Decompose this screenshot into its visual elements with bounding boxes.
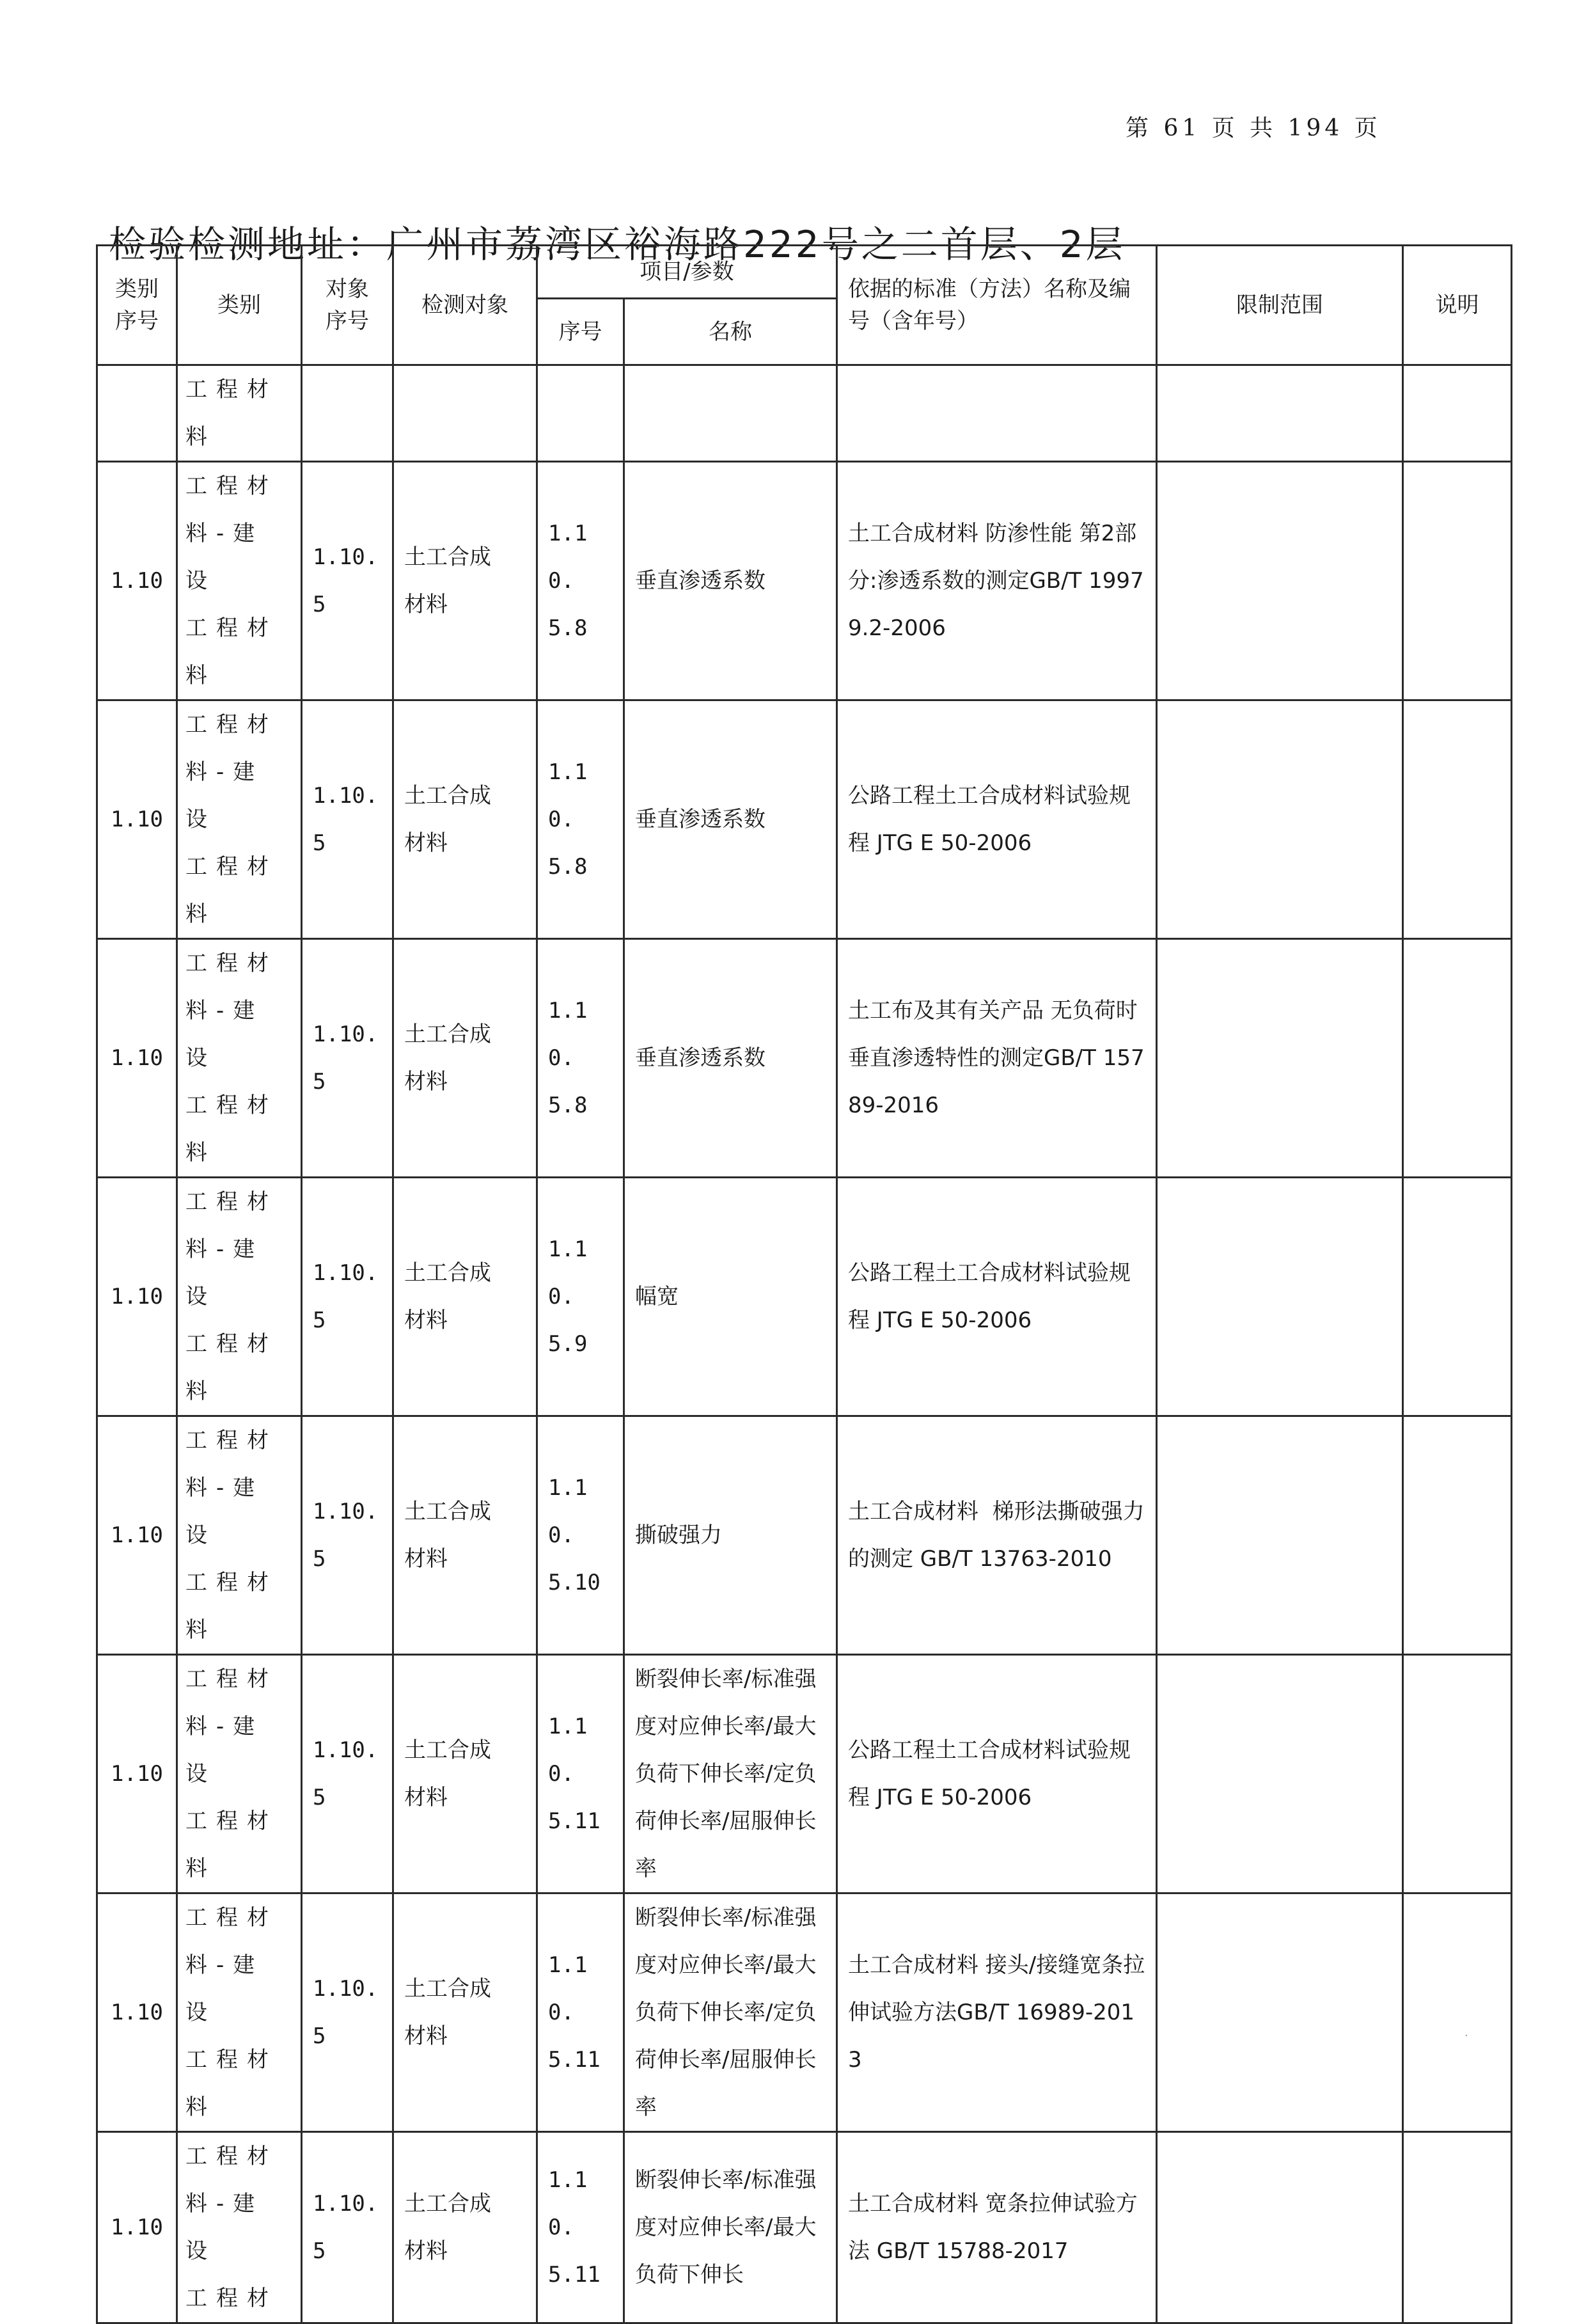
header-object-no: 对象 序号 (302, 246, 393, 365)
testing-address-title: 检验检测地址：广州市荔湾区裕海路222号之二首层、2层 (109, 222, 1126, 266)
cell-item-no: 1.10. 5.8 (537, 700, 624, 939)
cell-category-no: 1.10 (97, 1178, 177, 1416)
cell-item-no: 1.10. 5.8 (537, 939, 624, 1178)
cell-item-no: 1.10. 5.9 (537, 1178, 624, 1416)
cell-object: 土工合成 材料 (393, 1416, 537, 1655)
cell-category: 工程材 料-建设 工程材 料 (177, 1178, 302, 1416)
cell-standard: 公路工程土工合成材料试验规程 JTG E 50-2006 (837, 1178, 1157, 1416)
cell-item-name: 撕破强力 (624, 1416, 837, 1655)
header-item-name: 名称 (624, 299, 837, 365)
cell-standard: 公路工程土工合成材料试验规程 JTG E 50-2006 (837, 700, 1157, 939)
cell-limit (1157, 1893, 1403, 2132)
header-item-no: 序号 (537, 299, 624, 365)
cell-object-no (302, 365, 393, 462)
cell-note (1403, 2132, 1512, 2323)
cell-item-name: 断裂伸长率/标准强度对应伸长率/最大负荷下伸长率/定负荷伸长率/屈服伸长率 (624, 1893, 837, 2132)
cell-limit (1157, 1655, 1403, 1893)
cell-item-no: 1.10. 5.11 (537, 1893, 624, 2132)
table-row (97, 700, 1512, 939)
header-note: 说明 (1403, 246, 1512, 365)
cell-limit (1157, 1178, 1403, 1416)
cell-object: 土工合成 材料 (393, 1893, 537, 2132)
cell-standard (837, 365, 1157, 462)
cell-object-no: 1.10. 5 (302, 462, 393, 700)
header-category-no: 类别 序号 (97, 246, 177, 365)
table-row (97, 1416, 1512, 1655)
cell-object: 土工合成 材料 (393, 462, 537, 700)
cell-limit (1157, 939, 1403, 1178)
header-item-group: 项目/参数 (537, 246, 837, 299)
cell-item-no: 1.10. 5.10 (537, 1416, 624, 1655)
cell-limit (1157, 462, 1403, 700)
cell-category-no: 1.10 (97, 1893, 177, 2132)
cell-limit (1157, 2132, 1403, 2323)
cell-standard: 土工合成材料 宽条拉伸试验方法 GB/T 15788-2017 (837, 2132, 1157, 2323)
cell-item-name: 垂直渗透系数 (624, 462, 837, 700)
cell-item-name: 断裂伸长率/标准强度对应伸长率/最大负荷下伸长率/定负荷伸长率/屈服伸长率 (624, 1655, 837, 1893)
cell-standard: 土工合成材料 防渗性能 第2部分:渗透系数的测定GB/T 19979.2-2006 (837, 462, 1157, 700)
cell-object-no: 1.10. 5 (302, 700, 393, 939)
cell-category: 工程材 料-建设 工程材 料 (177, 1655, 302, 1893)
cell-object: 土工合成 材料 (393, 2132, 537, 2323)
table-body (97, 365, 1512, 2323)
table-row (97, 1178, 1512, 1416)
cell-category: 工程材 料-建设 工程材 料 (177, 700, 302, 939)
cell-item-name (624, 365, 837, 462)
cell-limit (1157, 365, 1403, 462)
cell-note (1403, 462, 1512, 700)
cell-standard: 公路工程土工合成材料试验规程 JTG E 50-2006 (837, 1655, 1157, 1893)
cell-note (1403, 1178, 1512, 1416)
cell-standard: 土工布及其有关产品 无负荷时垂直渗透特性的测定GB/T 15789-2016 (837, 939, 1157, 1178)
cell-object-no: 1.10. 5 (302, 939, 393, 1178)
cell-category-no: 1.10 (97, 2132, 177, 2323)
cell-note (1403, 1893, 1512, 2132)
cell-item-name: 幅宽 (624, 1178, 837, 1416)
cell-category-no: 1.10 (97, 700, 177, 939)
page-number: 第 61 页 共 194 页 (1126, 115, 1381, 141)
header-standard: 依据的标准（方法）名称及编号（含年号） (837, 246, 1157, 365)
cell-category: 工程材 料-建设 工程材 料 (177, 1416, 302, 1655)
cell-object-no: 1.10. 5 (302, 2132, 393, 2323)
cell-object: 土工合成 材料 (393, 700, 537, 939)
cell-note (1403, 700, 1512, 939)
cell-note (1403, 1416, 1512, 1655)
cell-item-name: 垂直渗透系数 (624, 700, 837, 939)
cell-item-name: 垂直渗透系数 (624, 939, 837, 1178)
cell-note (1403, 939, 1512, 1178)
cell-object-no: 1.10. 5 (302, 1655, 393, 1893)
cell-item-no (537, 365, 624, 462)
cell-item-no: 1.10. 5.11 (537, 1655, 624, 1893)
header-object: 检测对象 (393, 246, 537, 365)
cell-object-no: 1.10. 5 (302, 1178, 393, 1416)
cell-object: 土工合成 材料 (393, 939, 537, 1178)
cell-item-no: 1.10. 5.8 (537, 462, 624, 700)
table-row (97, 462, 1512, 700)
table-row (97, 1655, 1512, 1893)
cell-category: 工程材 料-建设 工程材 料 (177, 1893, 302, 2132)
cell-category: 工程材 料-建设 工程材 (177, 2132, 302, 2323)
cell-item-name: 断裂伸长率/标准强度对应伸长率/最大负荷下伸长 (624, 2132, 837, 2323)
cell-item-no: 1.10. 5.11 (537, 2132, 624, 2323)
cell-category-no: 1.10 (97, 939, 177, 1178)
cell-category: 工程材 料-建设 工程材 料 (177, 462, 302, 700)
cell-note (1403, 365, 1512, 462)
table-row (97, 939, 1512, 1178)
cell-standard: 土工合成材料 接头/接缝宽条拉伸试验方法GB/T 16989-2013 (837, 1893, 1157, 2132)
cell-category: 工程材 料 (177, 365, 302, 462)
cell-limit (1157, 1416, 1403, 1655)
cell-category-no (97, 365, 177, 462)
table-row (97, 2132, 1512, 2323)
cell-object-no: 1.10. 5 (302, 1416, 393, 1655)
cell-object (393, 365, 537, 462)
cell-object-no: 1.10. 5 (302, 1893, 393, 2132)
cell-category-no: 1.10 (97, 1655, 177, 1893)
header-category: 类别 (177, 246, 302, 365)
header-limit: 限制范围 (1157, 246, 1403, 365)
cell-standard: 土工合成材料 梯形法撕破强力的测定 GB/T 13763-2010 (837, 1416, 1157, 1655)
cell-object: 土工合成 材料 (393, 1178, 537, 1416)
scan-artifact: · (1464, 2029, 1468, 2043)
cell-category-no: 1.10 (97, 462, 177, 700)
cell-limit (1157, 700, 1403, 939)
table-header (97, 246, 1512, 365)
cell-note (1403, 1655, 1512, 1893)
cell-category: 工程材 料-建设 工程材 料 (177, 939, 302, 1178)
table-row (97, 365, 1512, 462)
table-row (97, 1893, 1512, 2132)
cell-category-no: 1.10 (97, 1416, 177, 1655)
cell-object: 土工合成 材料 (393, 1655, 537, 1893)
accreditation-table (96, 244, 1512, 2324)
